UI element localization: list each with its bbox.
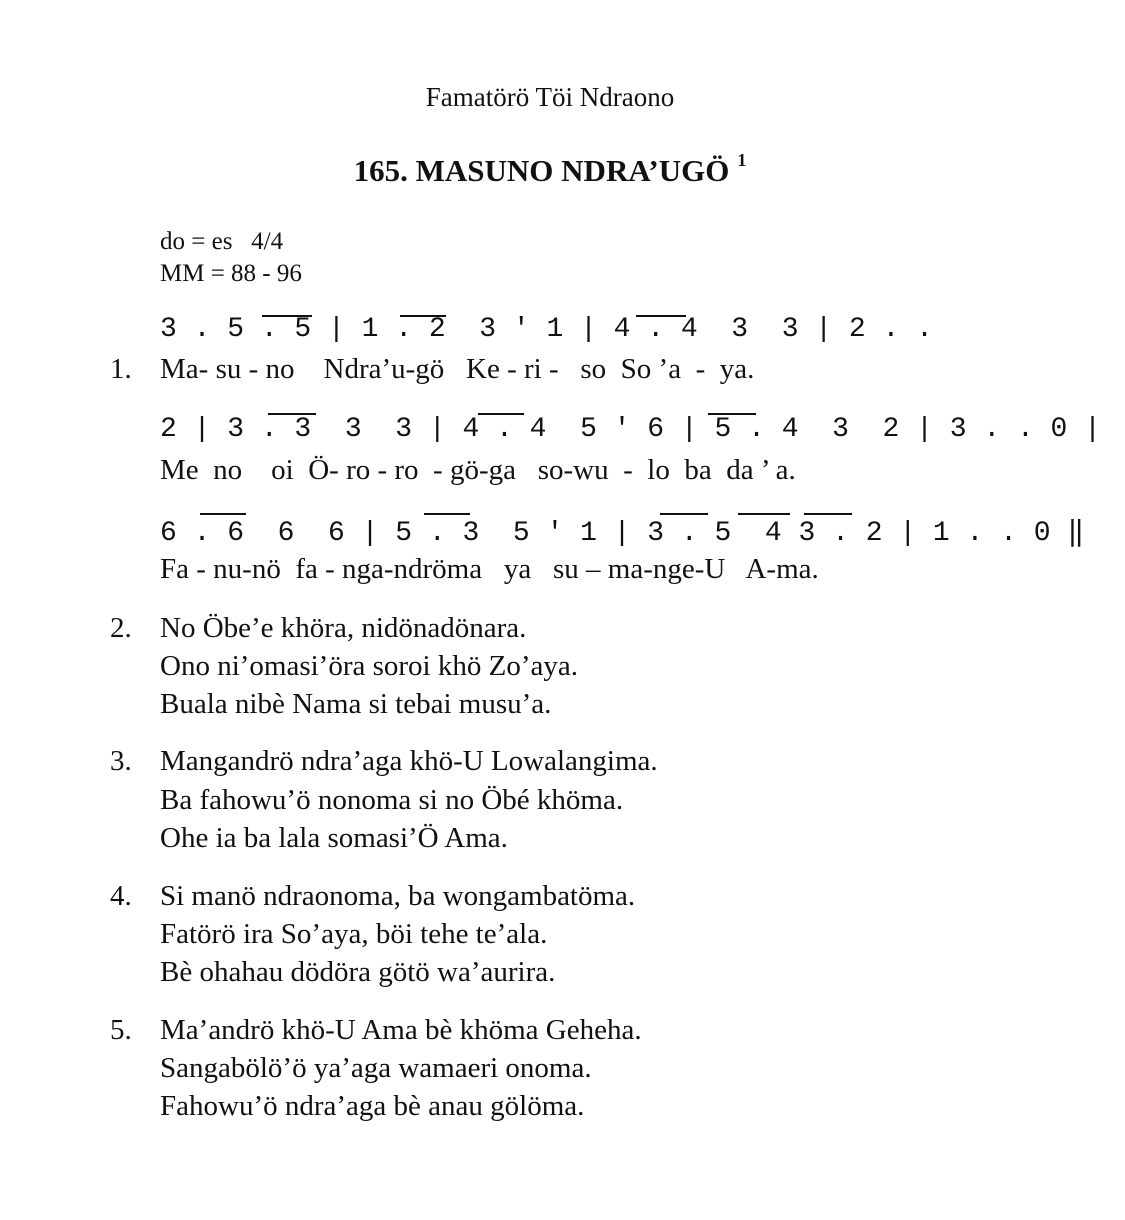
- verse-5-line-1: Ma’andrö khö-U Ama bè khöma Geheha.: [160, 1014, 642, 1046]
- notation-line-2: 2 | 3 . 3 3 3 | 4 . 4 5 ' 6 | 5 . 4 3 2 | 3 . . 0 |: [160, 414, 1101, 445]
- verse-3-line-2: Ba fahowu’ö nonoma si no Öbé khöma.: [160, 784, 624, 816]
- verse-2-line-2: Ono ni’omasi’öra soroi khö Zo’aya.: [160, 650, 578, 682]
- verse-number-2: 2.: [110, 612, 132, 644]
- verse-number-4: 4.: [110, 880, 132, 912]
- verse-2-line-1: No Öbe’e khöra, nidönadönara.: [160, 612, 527, 644]
- hymn-title-text: 165. MASUNO NDRA’UGÖ: [353, 153, 730, 188]
- verse-4-line-1: Si manö ndraonoma, ba wongambatöma.: [160, 880, 636, 912]
- lyric-line-1: Ma- su - no Ndra’u-gö Ke - ri - so So ’a - ya.: [160, 353, 755, 385]
- book-title: Famatörö Töi Ndraono: [425, 82, 675, 112]
- lyric-line-2: Me no oi Ö- ro - ro - gö-ga so-wu - lo ba da ’ a.: [160, 454, 796, 486]
- verse-4-line-3: Bè ohahau dödöra götö wa’aurira.: [160, 956, 556, 988]
- verse-5-line-3: Fahowu’ö ndra’aga bè anau gölöma.: [160, 1090, 585, 1122]
- verse-2-line-3: Buala nibè Nama si tebai musu’a.: [160, 688, 552, 720]
- tempo-marking: MM = 88 - 96: [160, 260, 302, 287]
- verse-number-1: 1.: [110, 353, 132, 385]
- verse-5-line-2: Sangabölö’ö ya’aga wamaeri onoma.: [160, 1052, 592, 1084]
- notation-line-3: 6 . 6 6 6 | 5 . 3 5 ' 1 | 3 . 5 4 3 . 2 | 1 . . 0 ‖: [160, 518, 1085, 549]
- verse-number-3: 3.: [110, 745, 132, 777]
- verse-number-5: 5.: [110, 1014, 132, 1046]
- lyric-line-3: Fa - nu-nö fa - nga-ndröma ya su – ma-nge-U A-ma.: [160, 553, 819, 585]
- verse-3-line-3: Ohe ia ba lala somasi’Ö Ama.: [160, 822, 508, 854]
- footnote-marker: 1: [737, 149, 747, 170]
- notation-line-1: 3 . 5 . 5 | 1 . 2 3 ' 1 | 4 . 4 3 3 | 2 . .: [160, 314, 933, 345]
- verse-3-line-1: Mangandrö ndra’aga khö-U Lowalangima.: [160, 745, 658, 777]
- key-time-signature: do = es 4/4: [160, 228, 284, 255]
- beam-overlines: [200, 316, 852, 514]
- verse-4-line-2: Fatörö ira So’aya, böi tehe te’ala.: [160, 918, 548, 950]
